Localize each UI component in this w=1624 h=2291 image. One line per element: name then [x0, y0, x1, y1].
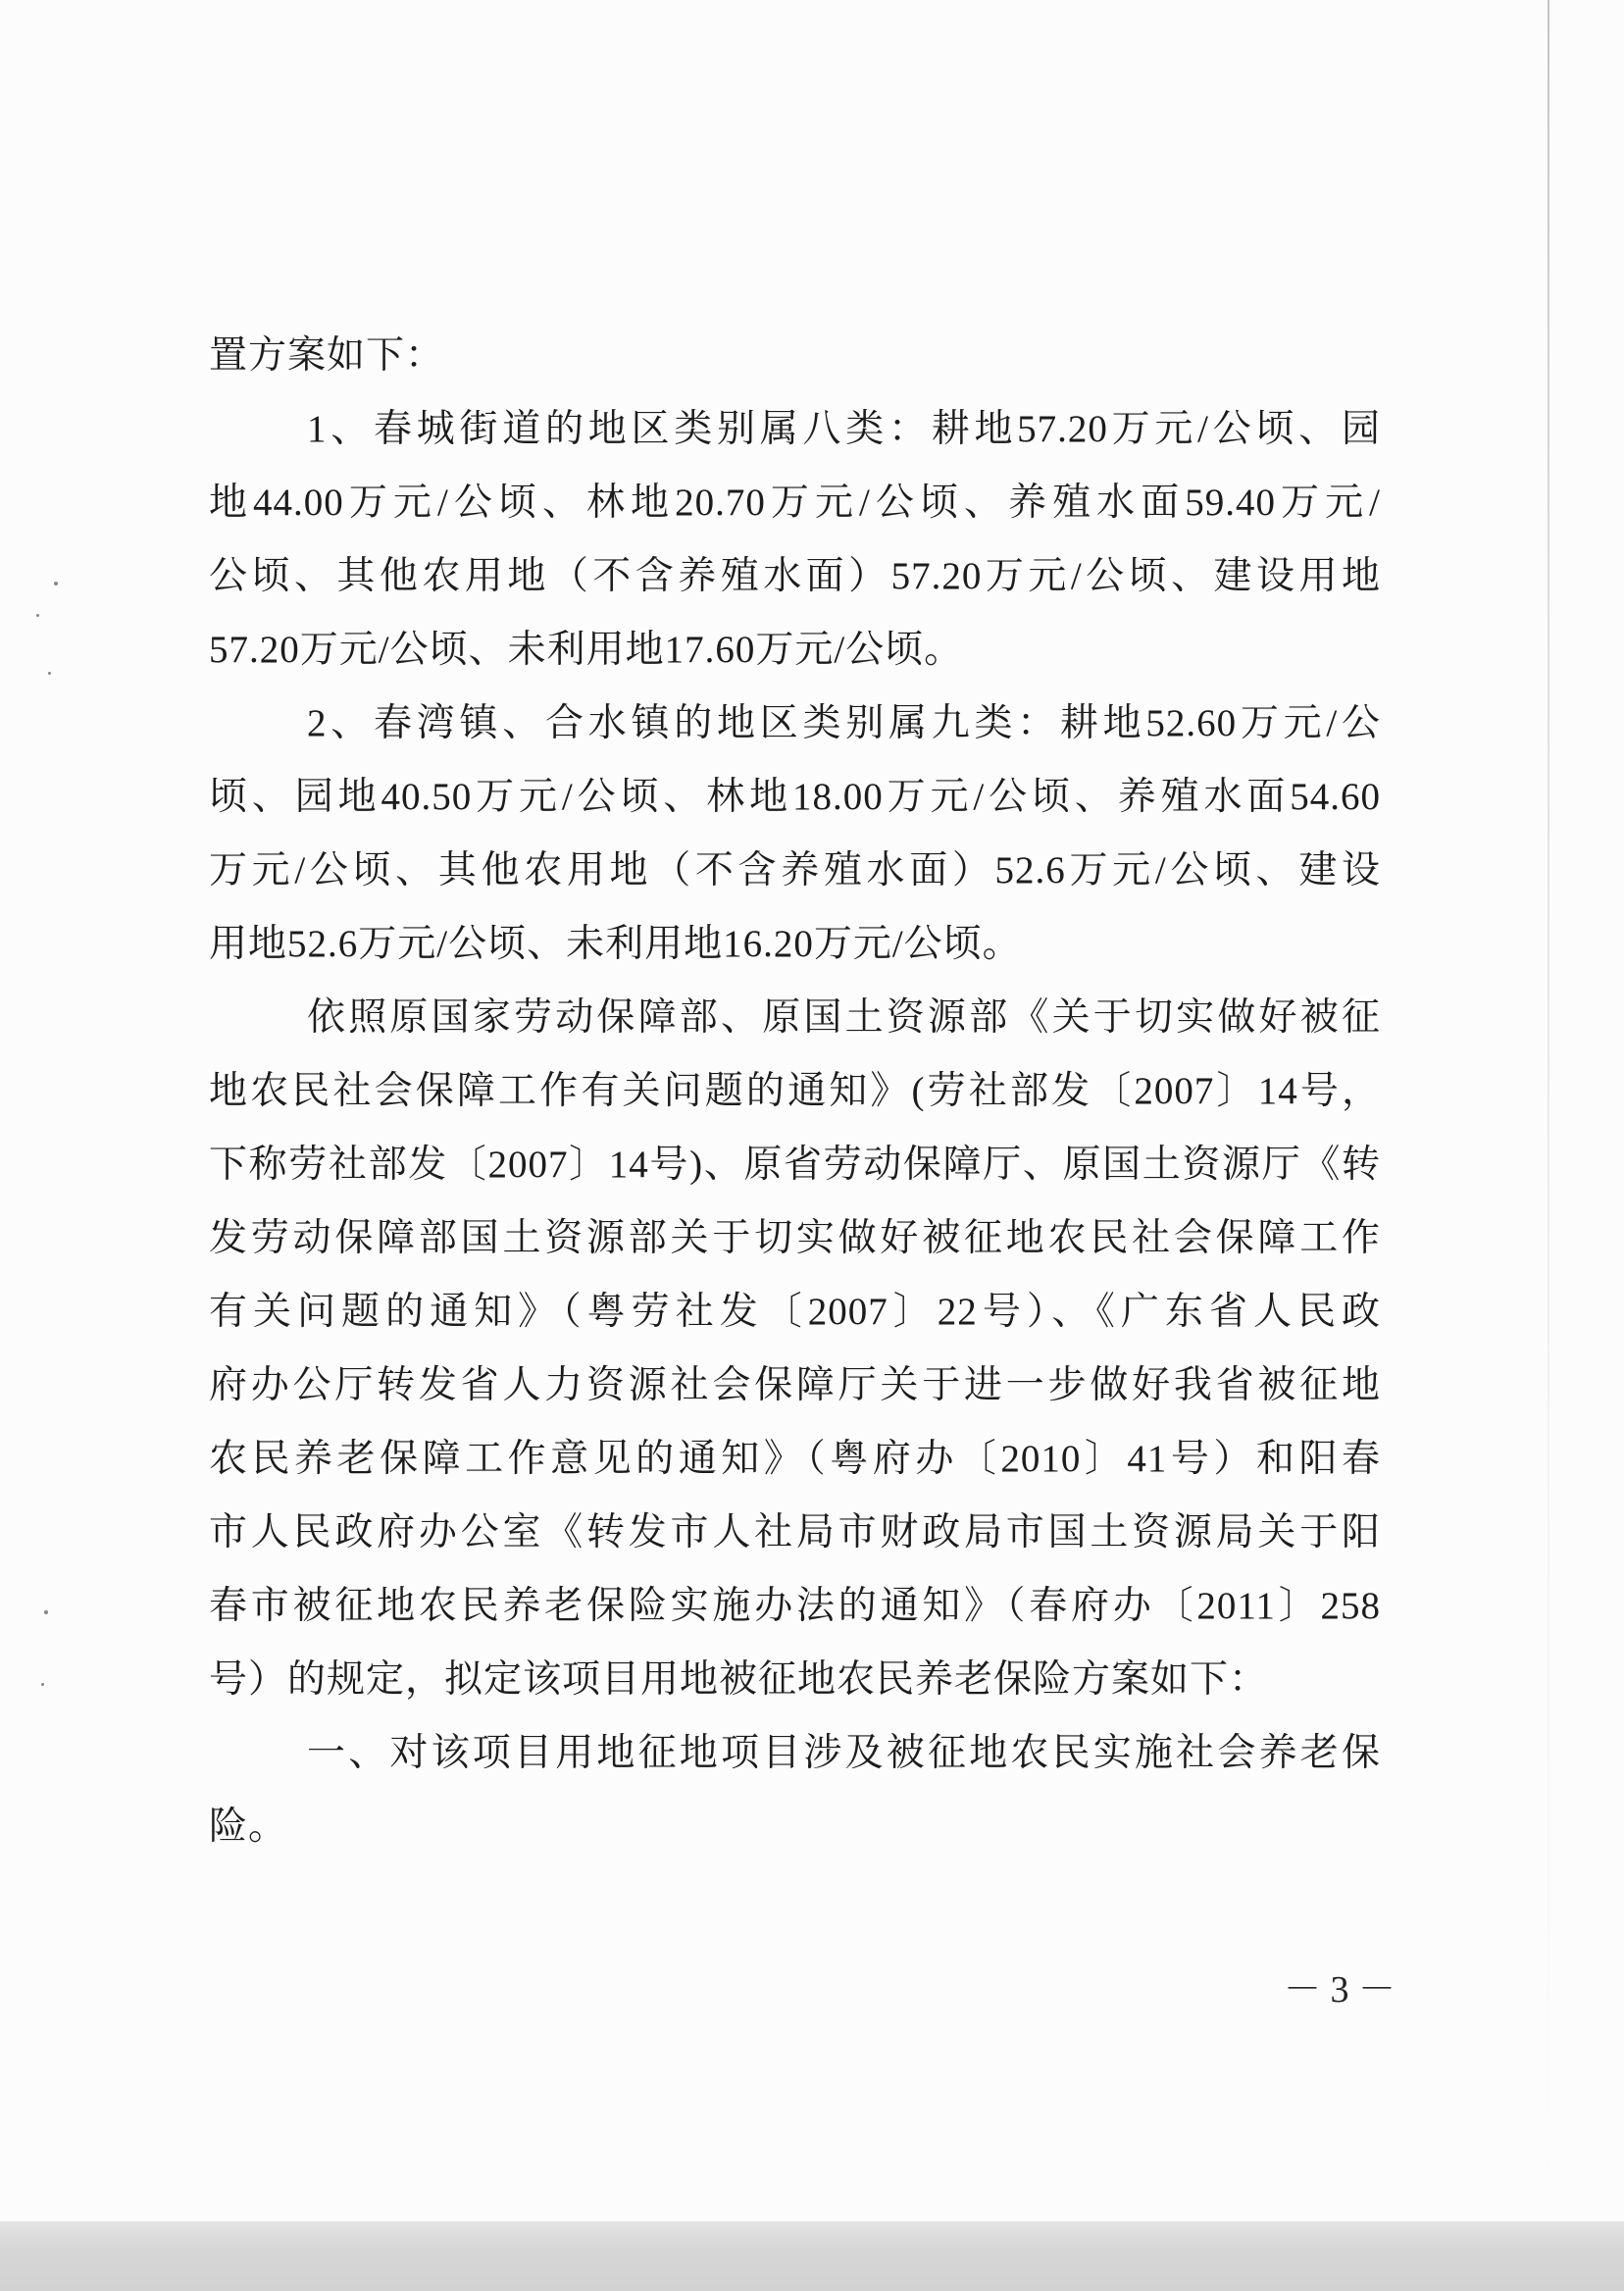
text-line: 下称劳社部发〔2007〕14号)、原省劳动保障厅、原国土资源厅《转 [209, 1144, 1381, 1186]
text-line: 一、对该项目用地征地项目涉及被征地农民实施社会养老保 [307, 1732, 1381, 1774]
text-line: 57.20万元/公顷、未利用地17.60万元/公顷。 [209, 629, 964, 671]
paragraph-section-1 [209, 1716, 1381, 1863]
scan-speck [48, 672, 51, 675]
paragraph-legal-basis [209, 981, 1381, 1716]
body-text [209, 319, 1381, 1863]
paragraph-continuation [209, 319, 1381, 392]
text-line: 地44.00万元/公顷、林地20.70万元/公顷、养殖水面59.40万元/ [209, 482, 1381, 524]
page-number: － 3 － [1283, 1969, 1396, 2011]
text-line: 顷、园地40.50万元/公顷、林地18.00万元/公顷、养殖水面54.60 [209, 776, 1381, 818]
scan-speck [41, 1683, 44, 1686]
text-line: 发劳动保障部国土资源部关于切实做好被征地农民社会保障工作 [209, 1217, 1381, 1259]
text-line: 有关问题的通知》（粤劳社发〔2007〕22号）、《广东省人民政 [209, 1291, 1381, 1333]
scan-edge-line [1548, 0, 1549, 2221]
paragraph-item-1 [209, 392, 1381, 687]
text-line: 置方案如下： [209, 334, 445, 377]
text-line: 号）的规定，拟定该项目用地被征地农民养老保险方案如下： [209, 1658, 1269, 1701]
scan-speck [54, 582, 58, 585]
text-line: 公顷、其他农用地（不含养殖水面）57.20万元/公顷、建设用地 [209, 555, 1381, 597]
text-line: 府办公厅转发省人力资源社会保障厅关于进一步做好我省被征地 [209, 1364, 1381, 1406]
text-line: 万元/公顷、其他农用地（不含养殖水面）52.6万元/公顷、建设 [209, 849, 1381, 891]
text-line: 依照原国家劳动保障部、原国土资源部《关于切实做好被征 [307, 996, 1381, 1039]
text-line: 用地52.6万元/公顷、未利用地16.20万元/公顷。 [209, 923, 1022, 965]
text-line: 2、春湾镇、合水镇的地区类别属九类：耕地52.60万元/公 [307, 702, 1381, 744]
text-line: 险。 [209, 1806, 288, 1848]
text-line: 1、春城街道的地区类别属八类：耕地57.20万元/公顷、园 [307, 408, 1381, 450]
scan-speck [44, 1610, 48, 1614]
text-line: 市人民政府办公室《转发市人社局市财政局市国土资源局关于阳 [209, 1511, 1381, 1553]
text-line: 地农民社会保障工作有关问题的通知》(劳社部发〔2007〕14号， [209, 1070, 1381, 1112]
scan-speck [36, 614, 39, 617]
text-line: 春市被征地农民养老保险实施办法的通知》（春府办〔2011〕258 [209, 1585, 1381, 1627]
paragraph-item-2 [209, 687, 1381, 981]
scan-bottom-border [0, 2221, 1624, 2291]
text-line: 农民养老保障工作意见的通知》（粤府办〔2010〕41号）和阳春 [209, 1438, 1381, 1480]
